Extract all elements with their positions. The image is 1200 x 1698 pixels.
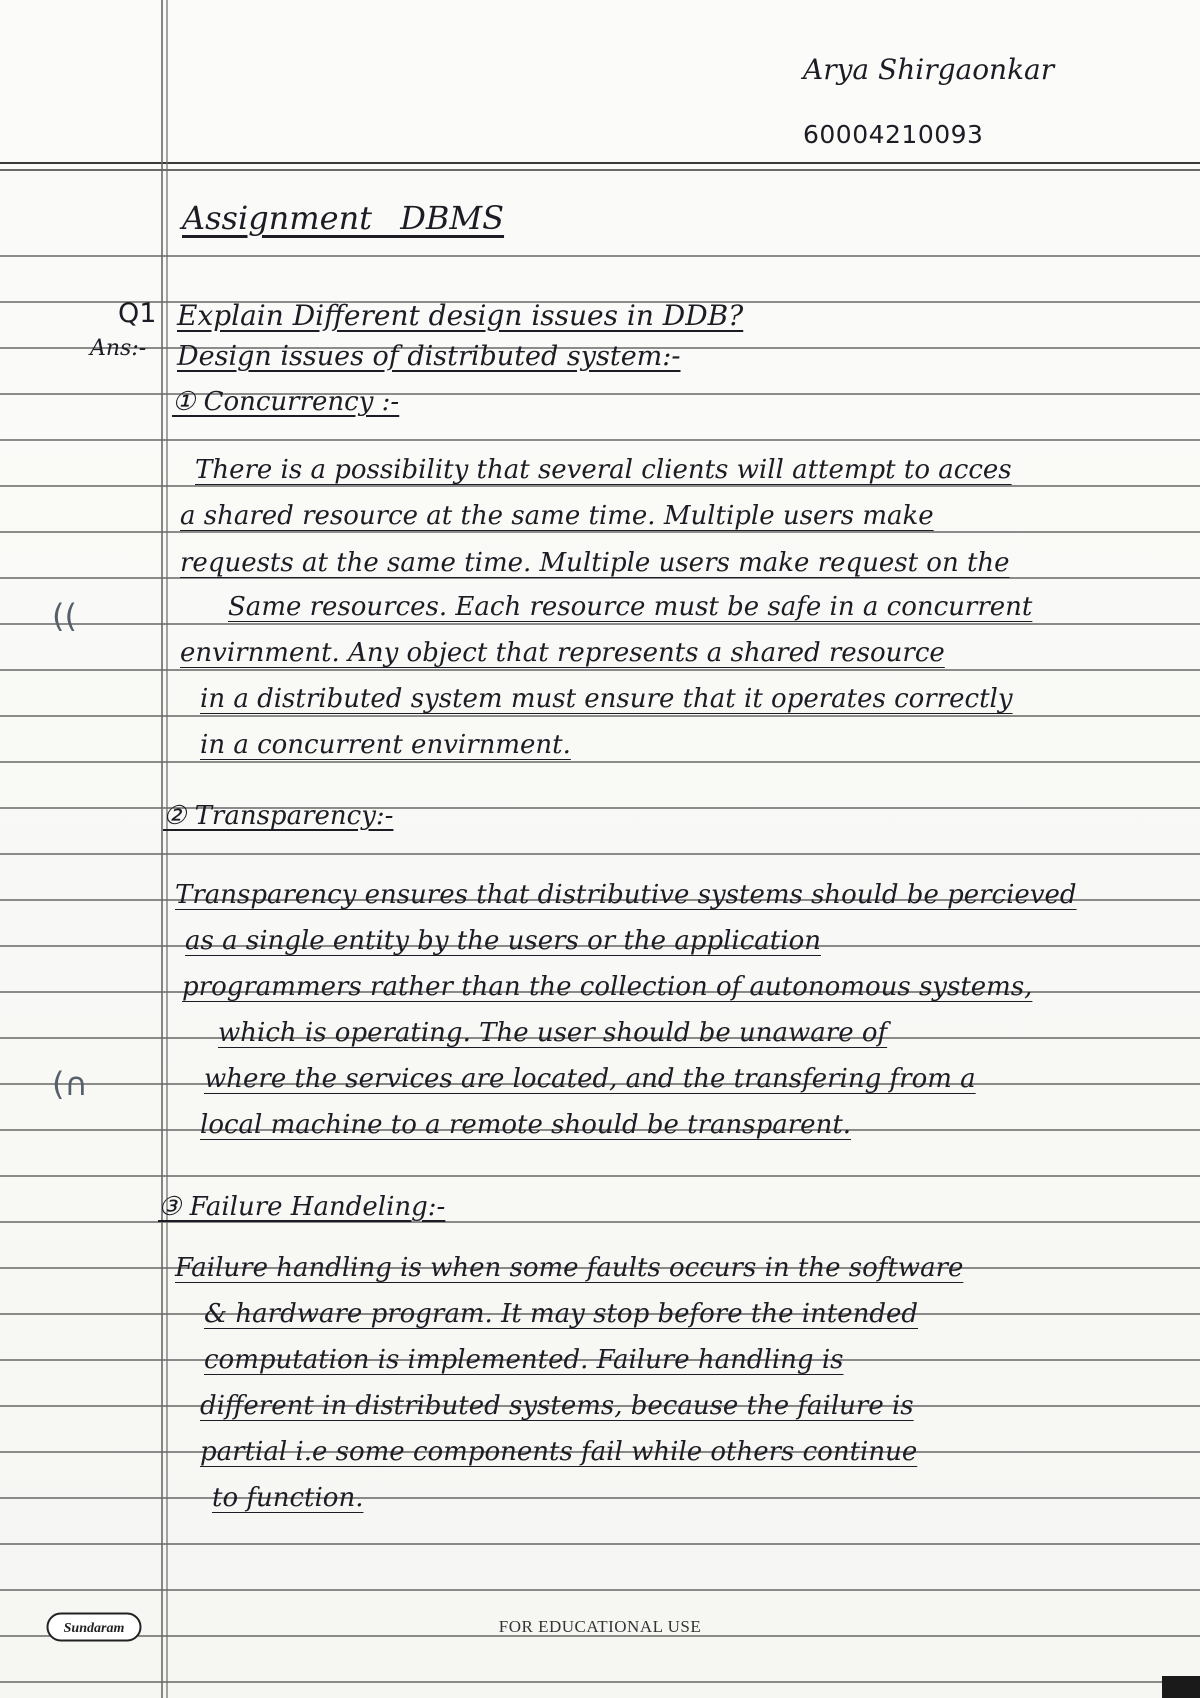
transparency-line: programmers rather than the collection of autonomous systems, [182, 972, 1033, 1002]
section-heading-concurrency: ① Concurrency :- [172, 387, 400, 417]
failure-handling-line: different in distributed systems, because the failure is [200, 1391, 914, 1421]
transparency-line: Transparency ensures that distributive systems should be percieved [175, 880, 1077, 910]
failure-handling-line: partial i.e some components fail while others continue [200, 1437, 918, 1467]
page-corner [1162, 1676, 1200, 1698]
assignment-title: Assignment DBMS [182, 199, 505, 237]
concurrency-line: envirnment. Any object that represents a shared resource [180, 638, 945, 668]
failure-handling-line: computation is implemented. Failure handling is [204, 1345, 844, 1375]
concurrency-line: There is a possibility that several clients will attempt to acces [195, 455, 1012, 485]
margin-mark: (∩ [52, 1065, 88, 1103]
section-heading-failure-handling: ③ Failure Handeling:- [158, 1192, 446, 1222]
roll-number: 60004210093 [803, 120, 984, 149]
transparency-line: where the services are located, and the transfering from a [204, 1064, 976, 1094]
failure-handling-line: & hardware program. It may stop before the intended [204, 1299, 919, 1329]
footer-text: FOR EDUCATIONAL USE [498, 1617, 702, 1636]
svg-text:Sundaram: Sundaram [63, 1621, 125, 1636]
failure-handling-line: Failure handling is when some faults occurs in the software [175, 1253, 964, 1283]
answer-intro: Design issues of distributed system:- [177, 341, 681, 372]
section-heading-transparency: ② Transparency:- [163, 801, 394, 831]
transparency-line: as a single entity by the users or the application [185, 926, 821, 956]
question-number: Q1 [118, 298, 157, 329]
concurrency-line: in a distributed system must ensure that it operates correctly [200, 684, 1013, 714]
answer-label: Ans:- [90, 336, 147, 361]
question-text: Explain Different design issues in DDB? [177, 299, 744, 332]
transparency-line: local machine to a remote should be transparent. [200, 1110, 852, 1140]
concurrency-line: Same resources. Each resource must be safe in a concurrent [228, 592, 1033, 622]
margin-mark: (( [52, 597, 77, 635]
concurrency-line: requests at the same time. Multiple users make request on the [180, 548, 1010, 578]
concurrency-line: in a concurrent envirnment. [200, 730, 571, 760]
concurrency-line: a shared resource at the same time. Multiple users make [180, 501, 934, 531]
transparency-line: which is operating. The user should be unaware of [218, 1018, 888, 1048]
author-name: Arya Shirgaonkar [803, 53, 1055, 86]
failure-handling-line: to function. [212, 1483, 364, 1513]
